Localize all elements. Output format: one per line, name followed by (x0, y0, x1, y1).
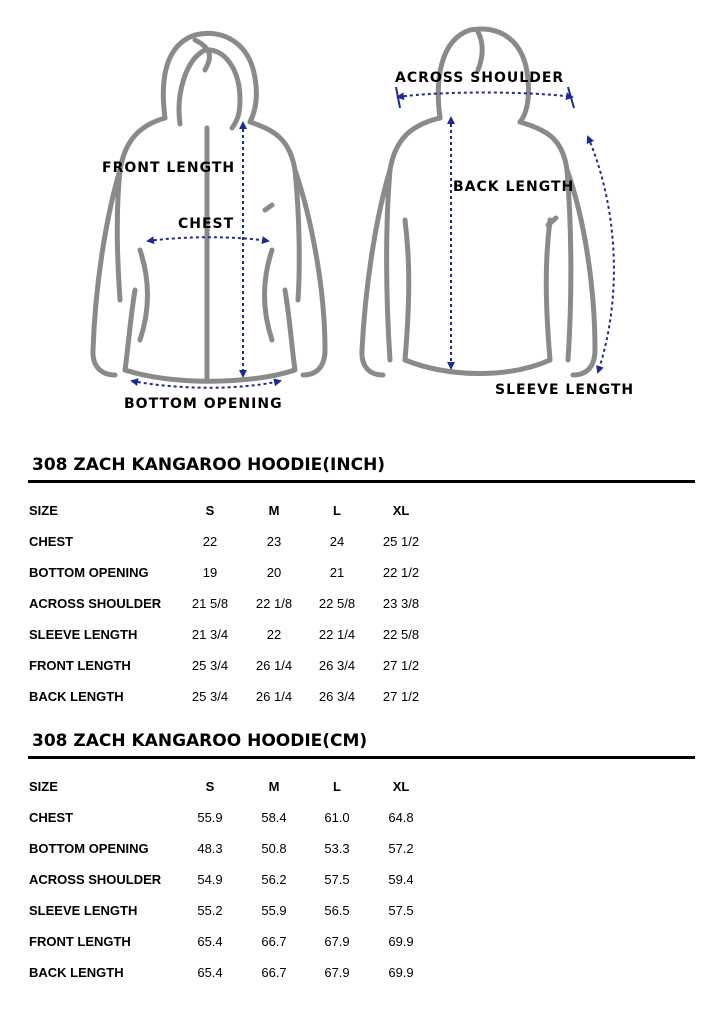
row-label: FRONT LENGTH (29, 658, 131, 673)
table-row (0, 872, 723, 892)
table-header-row (0, 503, 723, 523)
table-row (0, 565, 723, 585)
cell-l: 26 3/4 (318, 689, 356, 704)
cell-l: 24 (329, 534, 345, 549)
cell-m: 26 1/4 (255, 689, 293, 704)
cell-l: 56.5 (324, 903, 350, 918)
across-shoulder-label: ACROSS SHOULDER (395, 70, 565, 86)
back-length-label: BACK LENGTH (453, 179, 575, 195)
cell-m: 58.4 (261, 810, 287, 825)
table-row (0, 810, 723, 830)
cell-xl: 59.4 (388, 872, 414, 887)
inch-table-title: 308 ZACH KANGAROO HOODIE(INCH) (32, 455, 386, 475)
inch-table-divider (28, 480, 695, 483)
cell-s: 25 3/4 (191, 689, 229, 704)
cell-l: 53.3 (324, 841, 350, 856)
cell-m: 23 (266, 534, 282, 549)
row-label: SLEEVE LENGTH (29, 627, 138, 642)
cell-m: 56.2 (261, 872, 287, 887)
cell-l: 22 5/8 (318, 596, 356, 611)
cell-s: 65.4 (197, 934, 223, 949)
cell-xl: 22 5/8 (382, 627, 420, 642)
cell-s: 48.3 (197, 841, 223, 856)
cell-s: 54.9 (197, 872, 223, 887)
table-row (0, 965, 723, 985)
hoodie-measurement-diagram (0, 0, 723, 430)
table-row (0, 903, 723, 923)
cell-m: 26 1/4 (255, 658, 293, 673)
cell-m: 22 (266, 627, 282, 642)
cell-xl: 64.8 (388, 810, 414, 825)
header-xl: XL (392, 779, 410, 794)
table-row (0, 689, 723, 709)
cell-m: 22 1/8 (255, 596, 293, 611)
cell-l: 67.9 (324, 934, 350, 949)
header-s: S (205, 503, 215, 518)
header-s: S (205, 779, 215, 794)
cell-l: 26 3/4 (318, 658, 356, 673)
row-label: BACK LENGTH (29, 965, 124, 980)
row-label: SLEEVE LENGTH (29, 903, 138, 918)
row-label: CHEST (29, 810, 74, 825)
cell-xl: 23 3/8 (382, 596, 420, 611)
row-label: FRONT LENGTH (29, 934, 131, 949)
header-l: L (333, 779, 341, 794)
row-label: CHEST (29, 534, 74, 549)
cell-m: 66.7 (261, 965, 287, 980)
row-label: BOTTOM OPENING (29, 841, 149, 856)
cell-xl: 27 1/2 (382, 658, 420, 673)
table-row (0, 934, 723, 954)
header-l: L (333, 503, 341, 518)
cell-l: 61.0 (324, 810, 350, 825)
chest-label: CHEST (178, 216, 235, 232)
cell-s: 22 (202, 534, 218, 549)
cell-s: 65.4 (197, 965, 223, 980)
header-m: M (268, 779, 280, 794)
cell-xl: 57.2 (388, 841, 414, 856)
cell-xl: 69.9 (388, 965, 414, 980)
front-hoodie-outline (93, 33, 325, 381)
row-label: BACK LENGTH (29, 689, 124, 704)
table-row (0, 627, 723, 647)
cell-s: 55.9 (197, 810, 223, 825)
cell-xl: 25 1/2 (382, 534, 420, 549)
table-row (0, 658, 723, 678)
cell-m: 66.7 (261, 934, 287, 949)
table-row (0, 841, 723, 861)
cell-m: 55.9 (261, 903, 287, 918)
table-header-row (0, 779, 723, 799)
cell-m: 50.8 (261, 841, 287, 856)
cell-xl: 69.9 (388, 934, 414, 949)
header-size: SIZE (29, 779, 58, 794)
cell-l: 67.9 (324, 965, 350, 980)
cell-xl: 27 1/2 (382, 689, 420, 704)
cell-xl: 57.5 (388, 903, 414, 918)
sleeve-length-label: SLEEVE LENGTH (495, 382, 635, 398)
cell-l: 21 (329, 565, 345, 580)
cm-table-divider (28, 756, 695, 759)
front-length-label: FRONT LENGTH (102, 160, 236, 176)
cell-m: 20 (266, 565, 282, 580)
cell-xl: 22 1/2 (382, 565, 420, 580)
across-shoulder-arrow (398, 93, 572, 98)
cm-table-title: 308 ZACH KANGAROO HOODIE(CM) (32, 731, 368, 751)
table-row (0, 534, 723, 554)
cell-s: 21 5/8 (191, 596, 229, 611)
row-label: ACROSS SHOULDER (29, 872, 162, 887)
table-row (0, 596, 723, 616)
sleeve-length-arrow (588, 137, 614, 372)
cell-s: 21 3/4 (191, 627, 229, 642)
row-label: BOTTOM OPENING (29, 565, 149, 580)
bottom-opening-label: BOTTOM OPENING (124, 396, 283, 412)
hoodie-illustrations (0, 0, 723, 430)
row-label: ACROSS SHOULDER (29, 596, 162, 611)
cell-l: 22 1/4 (318, 627, 356, 642)
cell-s: 19 (202, 565, 218, 580)
header-size: SIZE (29, 503, 58, 518)
cell-l: 57.5 (324, 872, 350, 887)
cell-s: 55.2 (197, 903, 223, 918)
header-m: M (268, 503, 280, 518)
cell-s: 25 3/4 (191, 658, 229, 673)
header-xl: XL (392, 503, 410, 518)
